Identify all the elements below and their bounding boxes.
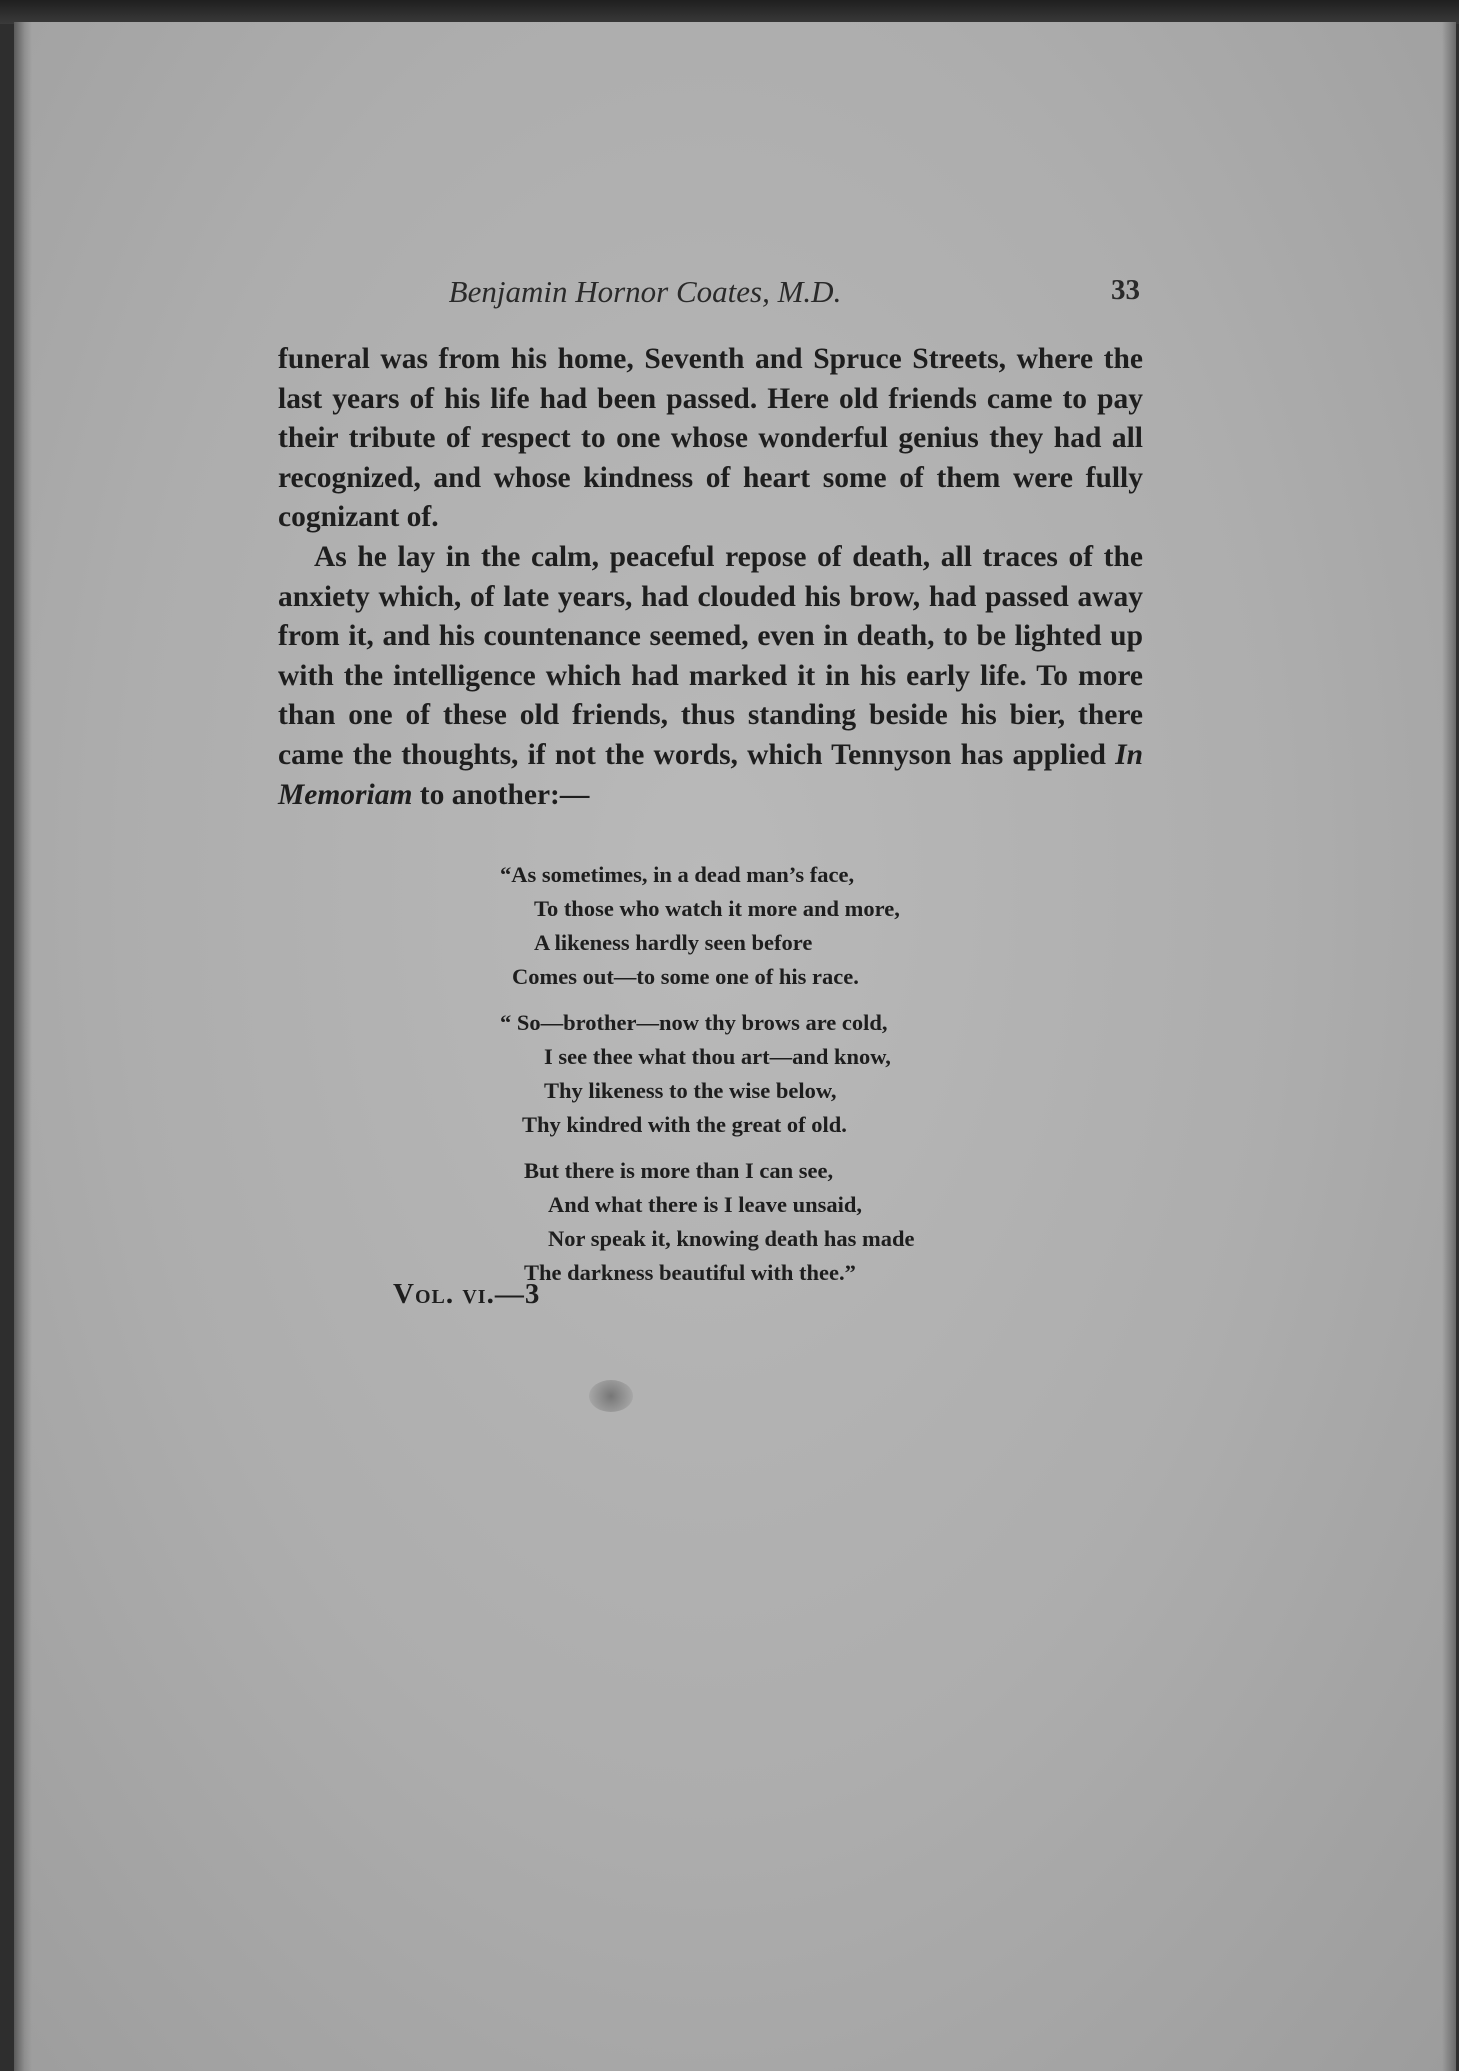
running-header <box>270 274 1140 320</box>
paragraph-2-text: As he lay in the calm, peaceful repose of death, all traces of the anxiety which, of late years, had clouded his brow, had passed away from it, and his countenance seemed, even in death, to be lighted up with the intelligence which had marked it in his early life. To more than one of these old friends, thus standing beside his bier, there came the thoughts, if not the words, which Tennyson has applied <box>278 540 1143 771</box>
poem-line: But there is more than I can see, <box>524 1158 834 1183</box>
poem-line: “ So—brother—now thy brows are cold, <box>500 1010 888 1035</box>
running-title: Benjamin Hornor Coates, M.D. <box>448 274 842 309</box>
ink-stain <box>589 1380 633 1412</box>
paragraph-2-tail: to another:— <box>419 778 590 811</box>
signature-mark <box>393 1278 540 1311</box>
body-text <box>278 340 1143 815</box>
poem-line: “As sometimes, in a dead man’s face, <box>500 862 855 887</box>
page-left-edge <box>14 22 32 2071</box>
poem-line: Thy likeness to the wise below, <box>544 1078 837 1103</box>
poem-line: And what there is I leave unsaid, <box>548 1192 863 1217</box>
poem-line: Comes out—to some one of his race. <box>512 964 859 989</box>
page-right-edge <box>1442 22 1456 2071</box>
poem-line: I see thee what thou art—and know, <box>544 1044 891 1069</box>
poem-stanza-1 <box>500 858 1060 994</box>
volume-label: Vol. vi. <box>393 1278 495 1310</box>
scan-top-border <box>0 0 1459 24</box>
poem-line: The darkness beautiful with thee.” <box>524 1260 856 1285</box>
poem-stanza-2 <box>500 1006 1060 1142</box>
poem-line: A likeness hardly seen before <box>534 930 813 955</box>
paragraph-2-title: In Memoriam <box>278 738 1143 811</box>
poem-quote <box>500 858 1060 1302</box>
poem-line: To those who watch it more and more, <box>534 896 900 921</box>
poem-line: Thy kindred with the great of old. <box>522 1112 847 1137</box>
poem-stanza-3 <box>500 1154 1060 1290</box>
signature-number: —3 <box>494 1278 541 1310</box>
paragraph-2 <box>278 538 1143 815</box>
page-number: 33 <box>1111 274 1140 306</box>
paragraph-1: funeral was from his home, Seventh and Spruce Streets, where the last years of his life had been passed. Here old friends came to pay their tribute of respect to one whose wonderful genius they had all recognized, and whose kindness of heart some of them were fully cognizant of. <box>278 343 1143 534</box>
poem-line: Nor speak it, knowing death has made <box>548 1226 915 1251</box>
